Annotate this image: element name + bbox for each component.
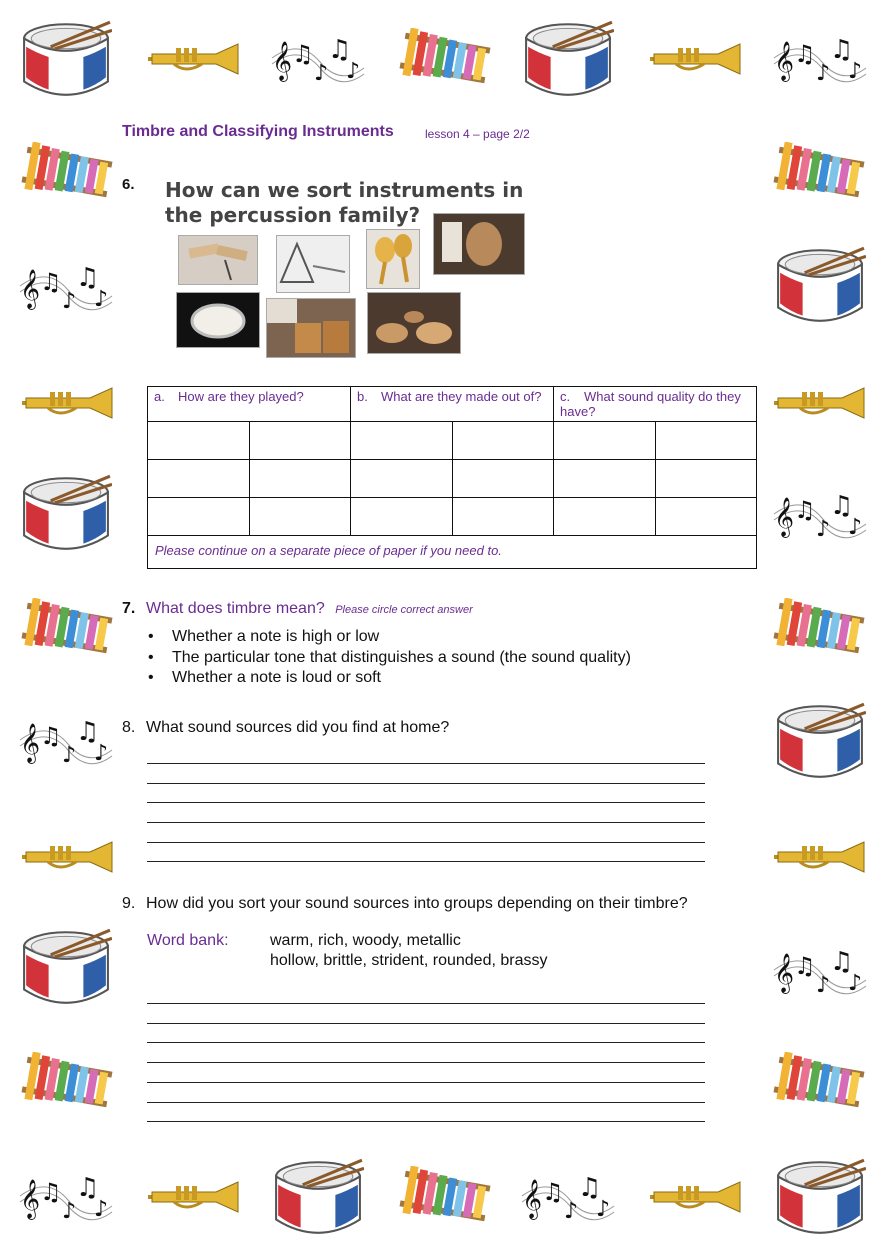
answer-cell[interactable] (249, 460, 351, 498)
xylophone-icon (772, 142, 866, 202)
header-text: How are they played? (178, 389, 304, 404)
xylophone-icon (772, 1052, 866, 1112)
answer-line[interactable] (147, 1042, 705, 1043)
music-notes-icon (18, 710, 114, 774)
table-row (148, 498, 757, 536)
word-bank-line-2: hollow, brittle, strident, rounded, brassy (270, 952, 548, 969)
xylophone-icon (772, 598, 866, 658)
question-9 (122, 895, 688, 913)
trumpet-icon (772, 840, 868, 874)
drum-icon (522, 18, 614, 100)
table-note: Please continue on a separate piece of paper if you need to. (148, 536, 757, 569)
question-7-number: 7. (122, 600, 136, 617)
question-9-number: 9. (122, 895, 136, 912)
drum-icon (774, 1156, 866, 1238)
answer-line[interactable] (147, 861, 705, 862)
trumpet-icon (648, 42, 744, 76)
answer-cell[interactable] (452, 422, 554, 460)
answer-line[interactable] (147, 802, 705, 803)
question-6-title: How can we sort instruments in the percussion family? (165, 178, 524, 227)
bongos-photo (266, 298, 356, 358)
tambourine-photo (176, 292, 260, 348)
answer-line[interactable] (147, 1121, 705, 1122)
claves-photo (178, 235, 258, 285)
word-bank-line-1: warm, rich, woody, metallic (270, 932, 461, 949)
trumpet-icon (146, 42, 242, 76)
xylophone-icon (398, 1166, 492, 1226)
drum-icon (20, 472, 112, 554)
answer-line[interactable] (147, 1062, 705, 1063)
answer-line[interactable] (147, 1102, 705, 1103)
trumpet-icon (772, 386, 868, 420)
answer-line[interactable] (147, 1082, 705, 1083)
music-notes-icon (18, 256, 114, 320)
answer-option[interactable]: • Whether a note is high or low (148, 628, 380, 645)
table-header-sound-quality (554, 387, 757, 422)
question-9-text: How did you sort your sound sources into groups depending on their timbre? (146, 895, 688, 912)
header-letter: a. (154, 389, 165, 404)
answer-option-text: Whether a note is loud or soft (172, 669, 381, 686)
answer-line[interactable] (147, 1003, 705, 1004)
header-letter: b. (357, 389, 368, 404)
answer-cell[interactable] (148, 498, 250, 536)
answer-option[interactable]: • The particular tone that distinguishes a sound (the sound quality) (148, 649, 631, 666)
question-7-text: What does timbre mean? (146, 600, 325, 617)
answer-cell[interactable] (351, 460, 453, 498)
maracas-photo (366, 229, 420, 289)
answer-option-text: The particular tone that distinguishes a sound (the sound quality) (172, 649, 631, 666)
music-notes-icon (270, 28, 366, 92)
header-letter: c. (560, 389, 571, 404)
header-text: What sound quality do they have? (560, 389, 741, 419)
xylophone-icon (20, 598, 114, 658)
answer-line[interactable] (147, 822, 705, 823)
answer-cell[interactable] (148, 422, 250, 460)
answer-cell[interactable] (452, 460, 554, 498)
drum-icon (20, 926, 112, 1008)
answer-option[interactable]: • Whether a note is loud or soft (148, 669, 381, 686)
trumpet-icon (20, 840, 116, 874)
music-notes-icon (520, 1166, 616, 1230)
percussion-sorting-table (147, 386, 757, 569)
table-row (148, 460, 757, 498)
table-row (148, 422, 757, 460)
answer-option-text: Whether a note is high or low (172, 628, 380, 645)
answer-cell[interactable] (249, 498, 351, 536)
answer-cell[interactable] (655, 422, 757, 460)
question-8 (122, 719, 449, 737)
question-6-number: 6. (122, 176, 135, 193)
drum-icon (774, 244, 866, 326)
music-notes-icon (18, 1166, 114, 1230)
answer-cell[interactable] (554, 498, 656, 536)
word-bank-label: Word bank: (147, 932, 229, 949)
drum-icon (774, 700, 866, 782)
answer-line[interactable] (147, 1023, 705, 1024)
trumpet-icon (146, 1180, 242, 1214)
question-7 (122, 600, 473, 618)
answer-line[interactable] (147, 842, 705, 843)
xylophone-icon (20, 1052, 114, 1112)
answer-cell[interactable] (351, 498, 453, 536)
answer-cell[interactable] (554, 422, 656, 460)
question-8-text: What sound sources did you find at home? (146, 719, 450, 736)
answer-cell[interactable] (249, 422, 351, 460)
trumpet-icon (20, 386, 116, 420)
page-title: Timbre and Classifying Instruments (122, 123, 394, 140)
table-header-material (351, 387, 554, 422)
xylophone-icon (20, 142, 114, 202)
music-notes-icon (772, 484, 868, 548)
answer-cell[interactable] (655, 498, 757, 536)
drummer-photo (433, 213, 525, 275)
answer-cell[interactable] (452, 498, 554, 536)
answer-cell[interactable] (148, 460, 250, 498)
triangle-photo (276, 235, 350, 293)
trumpet-icon (648, 1180, 744, 1214)
music-notes-icon (772, 940, 868, 1004)
answer-cell[interactable] (554, 460, 656, 498)
drum-icon (20, 18, 112, 100)
drum-kit-photo (367, 292, 461, 354)
header-text: What are they made out of? (381, 389, 542, 404)
table-header-played (148, 387, 351, 422)
drum-icon (272, 1156, 364, 1238)
question-8-number: 8. (122, 719, 136, 736)
answer-line[interactable] (147, 763, 705, 764)
answer-cell[interactable] (655, 460, 757, 498)
answer-cell[interactable] (351, 422, 453, 460)
answer-line[interactable] (147, 783, 705, 784)
xylophone-icon (398, 28, 492, 88)
music-notes-icon (772, 28, 868, 92)
question-7-instruction: Please circle correct answer (335, 604, 473, 616)
page-subtitle: lesson 4 – page 2/2 (425, 127, 530, 141)
